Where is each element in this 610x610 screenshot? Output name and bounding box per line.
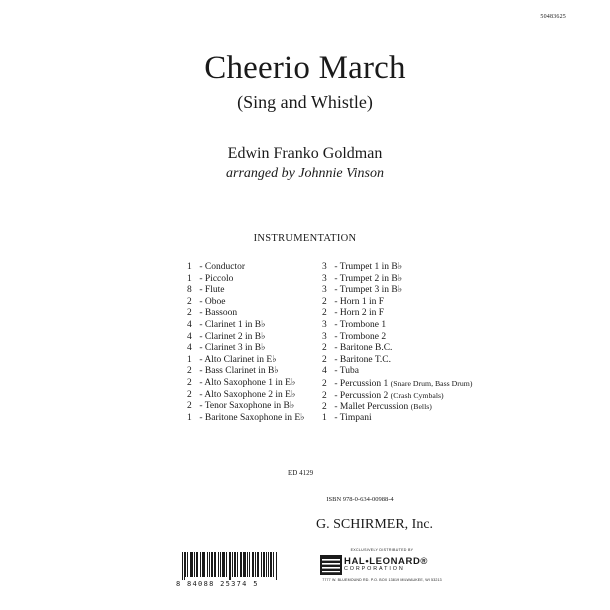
instrument-name: Bass Clarinet in B♭ <box>204 366 279 377</box>
instrument-name: Alto Clarinet in E♭ <box>204 354 277 365</box>
instrument-name: Alto Saxophone 2 in E♭ <box>204 389 296 400</box>
instrument-count: 2 <box>187 401 192 412</box>
instrument-item <box>322 355 472 367</box>
instrument-count: 4 <box>187 343 192 354</box>
instrument-separator: - <box>332 331 340 342</box>
instrument-separator: - <box>332 262 340 272</box>
instrument-count: 2 <box>187 366 192 377</box>
instrument-separator: - <box>332 343 340 354</box>
instrument-note: (Snare Drum, Bass Drum) <box>390 378 473 388</box>
instrument-count: 1 <box>187 262 192 272</box>
instrument-count: 4 <box>187 331 192 342</box>
instrument-separator: - <box>197 331 205 342</box>
instrument-item <box>187 366 305 378</box>
instrument-name: Clarinet 2 in B♭ <box>204 331 266 342</box>
instrument-item <box>187 390 305 402</box>
instrument-name: Oboe <box>204 296 226 307</box>
instrument-count: 1 <box>187 354 192 365</box>
composer: Edwin Franko Goldman <box>227 145 383 162</box>
instrument-item <box>322 413 472 425</box>
instrument-separator: - <box>197 319 205 330</box>
instrument-separator: - <box>197 273 205 284</box>
instrument-name: Percussion 2 <box>339 390 389 401</box>
instrument-item <box>187 285 305 297</box>
instrument-item <box>187 320 305 332</box>
instrument-name: Baritone Saxophone in E♭ <box>204 412 305 423</box>
instrument-item <box>322 262 472 274</box>
hal-leonard-logo-icon <box>320 555 342 575</box>
instrument-count: 2 <box>187 389 192 400</box>
instrument-item <box>187 308 305 320</box>
instrument-count: 1 <box>187 412 192 423</box>
instrument-count: 2 <box>322 390 327 401</box>
instrument-item <box>187 274 305 286</box>
instrumentation-heading: INSTRUMENTATION <box>253 233 357 244</box>
instrument-count: 2 <box>187 377 192 388</box>
instrument-name: Baritone T.C. <box>339 354 392 365</box>
instrument-count: 3 <box>322 273 327 284</box>
instrument-item <box>322 401 472 413</box>
instrument-count: 3 <box>322 319 327 330</box>
instrument-item <box>322 343 472 355</box>
instrument-item <box>187 343 305 355</box>
instrument-name: Trumpet 3 in B♭ <box>339 285 403 296</box>
instrument-count: 4 <box>187 319 192 330</box>
barcode-bars-icon <box>182 552 278 580</box>
instrument-separator: - <box>332 308 340 319</box>
instrument-count: 2 <box>322 308 327 319</box>
instrument-count: 1 <box>187 273 192 284</box>
instrument-count: 3 <box>322 285 327 296</box>
instrument-name: Trombone 2 <box>339 331 387 342</box>
instrument-count: 2 <box>322 378 327 389</box>
instrument-separator: - <box>332 319 340 330</box>
instrument-item <box>187 355 305 367</box>
instrument-item <box>187 401 305 413</box>
instrument-name: Bassoon <box>204 308 238 319</box>
instrument-separator: - <box>332 412 340 423</box>
publisher: G. SCHIRMER, Inc. <box>316 517 434 532</box>
instrument-item <box>187 262 305 274</box>
instrument-separator: - <box>197 343 205 354</box>
instrument-count: 2 <box>187 296 192 307</box>
instrument-name: Percussion 1 <box>339 378 389 389</box>
instrument-separator: - <box>197 366 205 377</box>
instrument-count: 3 <box>322 331 327 342</box>
instrument-item <box>322 308 472 320</box>
instrument-separator: - <box>197 296 205 307</box>
isbn: ISBN 978-0-634-00988-4 <box>326 496 394 503</box>
instrument-count: 2 <box>322 354 327 365</box>
instrument-count: 2 <box>322 296 327 307</box>
instrument-name: Tenor Saxophone in B♭ <box>204 401 295 412</box>
barcode-digits: 8 84088 25374 5 <box>176 580 259 588</box>
instrument-item <box>322 378 472 390</box>
arranger: arranged by Johnnie Vinson <box>226 166 384 181</box>
instrument-count: 2 <box>322 402 327 413</box>
instrument-name: Alto Saxophone 1 in E♭ <box>204 377 296 388</box>
instrument-separator: - <box>197 412 205 423</box>
instrument-item <box>322 320 472 332</box>
instrument-count: 3 <box>322 262 327 272</box>
instrumentation-list-left <box>187 262 305 424</box>
instrument-name: Mallet Percussion <box>339 402 409 413</box>
instrument-count: 8 <box>187 285 192 296</box>
distributor-block <box>318 548 446 592</box>
instrument-separator: - <box>197 285 205 296</box>
instrument-item <box>187 332 305 344</box>
distributor-address: 7777 W. BLUEMOUND RD. P.O. BOX 13819 MILWAUKEE, WI 53213 <box>322 578 442 582</box>
instrument-item <box>187 378 305 390</box>
instrument-item <box>322 274 472 286</box>
instrument-name: Horn 1 in F <box>339 296 384 307</box>
instrument-item <box>322 366 472 378</box>
instrument-item <box>187 297 305 309</box>
edition-number: ED 4129 <box>288 469 314 477</box>
instrument-name: Flute <box>204 285 225 296</box>
instrument-note: (Bells) <box>410 402 432 412</box>
catalog-number: 50483625 <box>540 14 566 20</box>
instrument-item <box>322 390 472 402</box>
instrument-item <box>187 413 305 425</box>
instrument-separator: - <box>332 402 340 413</box>
subtitle: (Sing and Whistle) <box>237 92 373 112</box>
instrument-name: Tuba <box>339 366 359 377</box>
instrument-name: Horn 2 in F <box>339 308 384 319</box>
distributor-name: HAL•LEONARD® <box>344 556 429 567</box>
title: Cheerio March <box>204 50 406 86</box>
distributor-corporation: CORPORATION <box>344 566 405 572</box>
instrument-separator: - <box>197 389 205 400</box>
instrument-name: Baritone B.C. <box>339 343 393 354</box>
instrument-count: 2 <box>322 343 327 354</box>
instrument-separator: - <box>332 273 340 284</box>
instrument-name: Trombone 1 <box>339 319 387 330</box>
instrument-separator: - <box>197 401 205 412</box>
instrumentation-list-right <box>322 262 472 424</box>
instrument-item <box>322 285 472 297</box>
instrument-note: (Crash Cymbals) <box>390 390 444 400</box>
instrument-separator: - <box>332 378 340 389</box>
instrument-name: Clarinet 1 in B♭ <box>204 319 266 330</box>
instrument-item <box>322 297 472 309</box>
instrument-count: 2 <box>187 308 192 319</box>
instrument-separator: - <box>197 308 205 319</box>
instrument-item <box>322 332 472 344</box>
distributor-label: EXCLUSIVELY DISTRIBUTED BY <box>350 548 414 552</box>
barcode <box>176 552 284 590</box>
instrument-name: Trumpet 1 in B♭ <box>339 262 403 272</box>
instrument-count: 1 <box>322 412 327 423</box>
instrument-separator: - <box>197 377 205 388</box>
instrument-separator: - <box>332 390 340 401</box>
instrument-name: Clarinet 3 in B♭ <box>204 343 266 354</box>
instrument-name: Conductor <box>204 262 246 272</box>
instrument-separator: - <box>332 296 340 307</box>
instrument-separator: - <box>197 354 205 365</box>
instrument-separator: - <box>332 366 340 377</box>
instrument-count: 4 <box>322 366 327 377</box>
instrument-name: Piccolo <box>204 273 234 284</box>
instrument-separator: - <box>197 262 205 272</box>
instrument-separator: - <box>332 285 340 296</box>
instrument-name: Timpani <box>339 412 372 423</box>
instrument-name: Trumpet 2 in B♭ <box>339 273 403 284</box>
instrument-separator: - <box>332 354 340 365</box>
